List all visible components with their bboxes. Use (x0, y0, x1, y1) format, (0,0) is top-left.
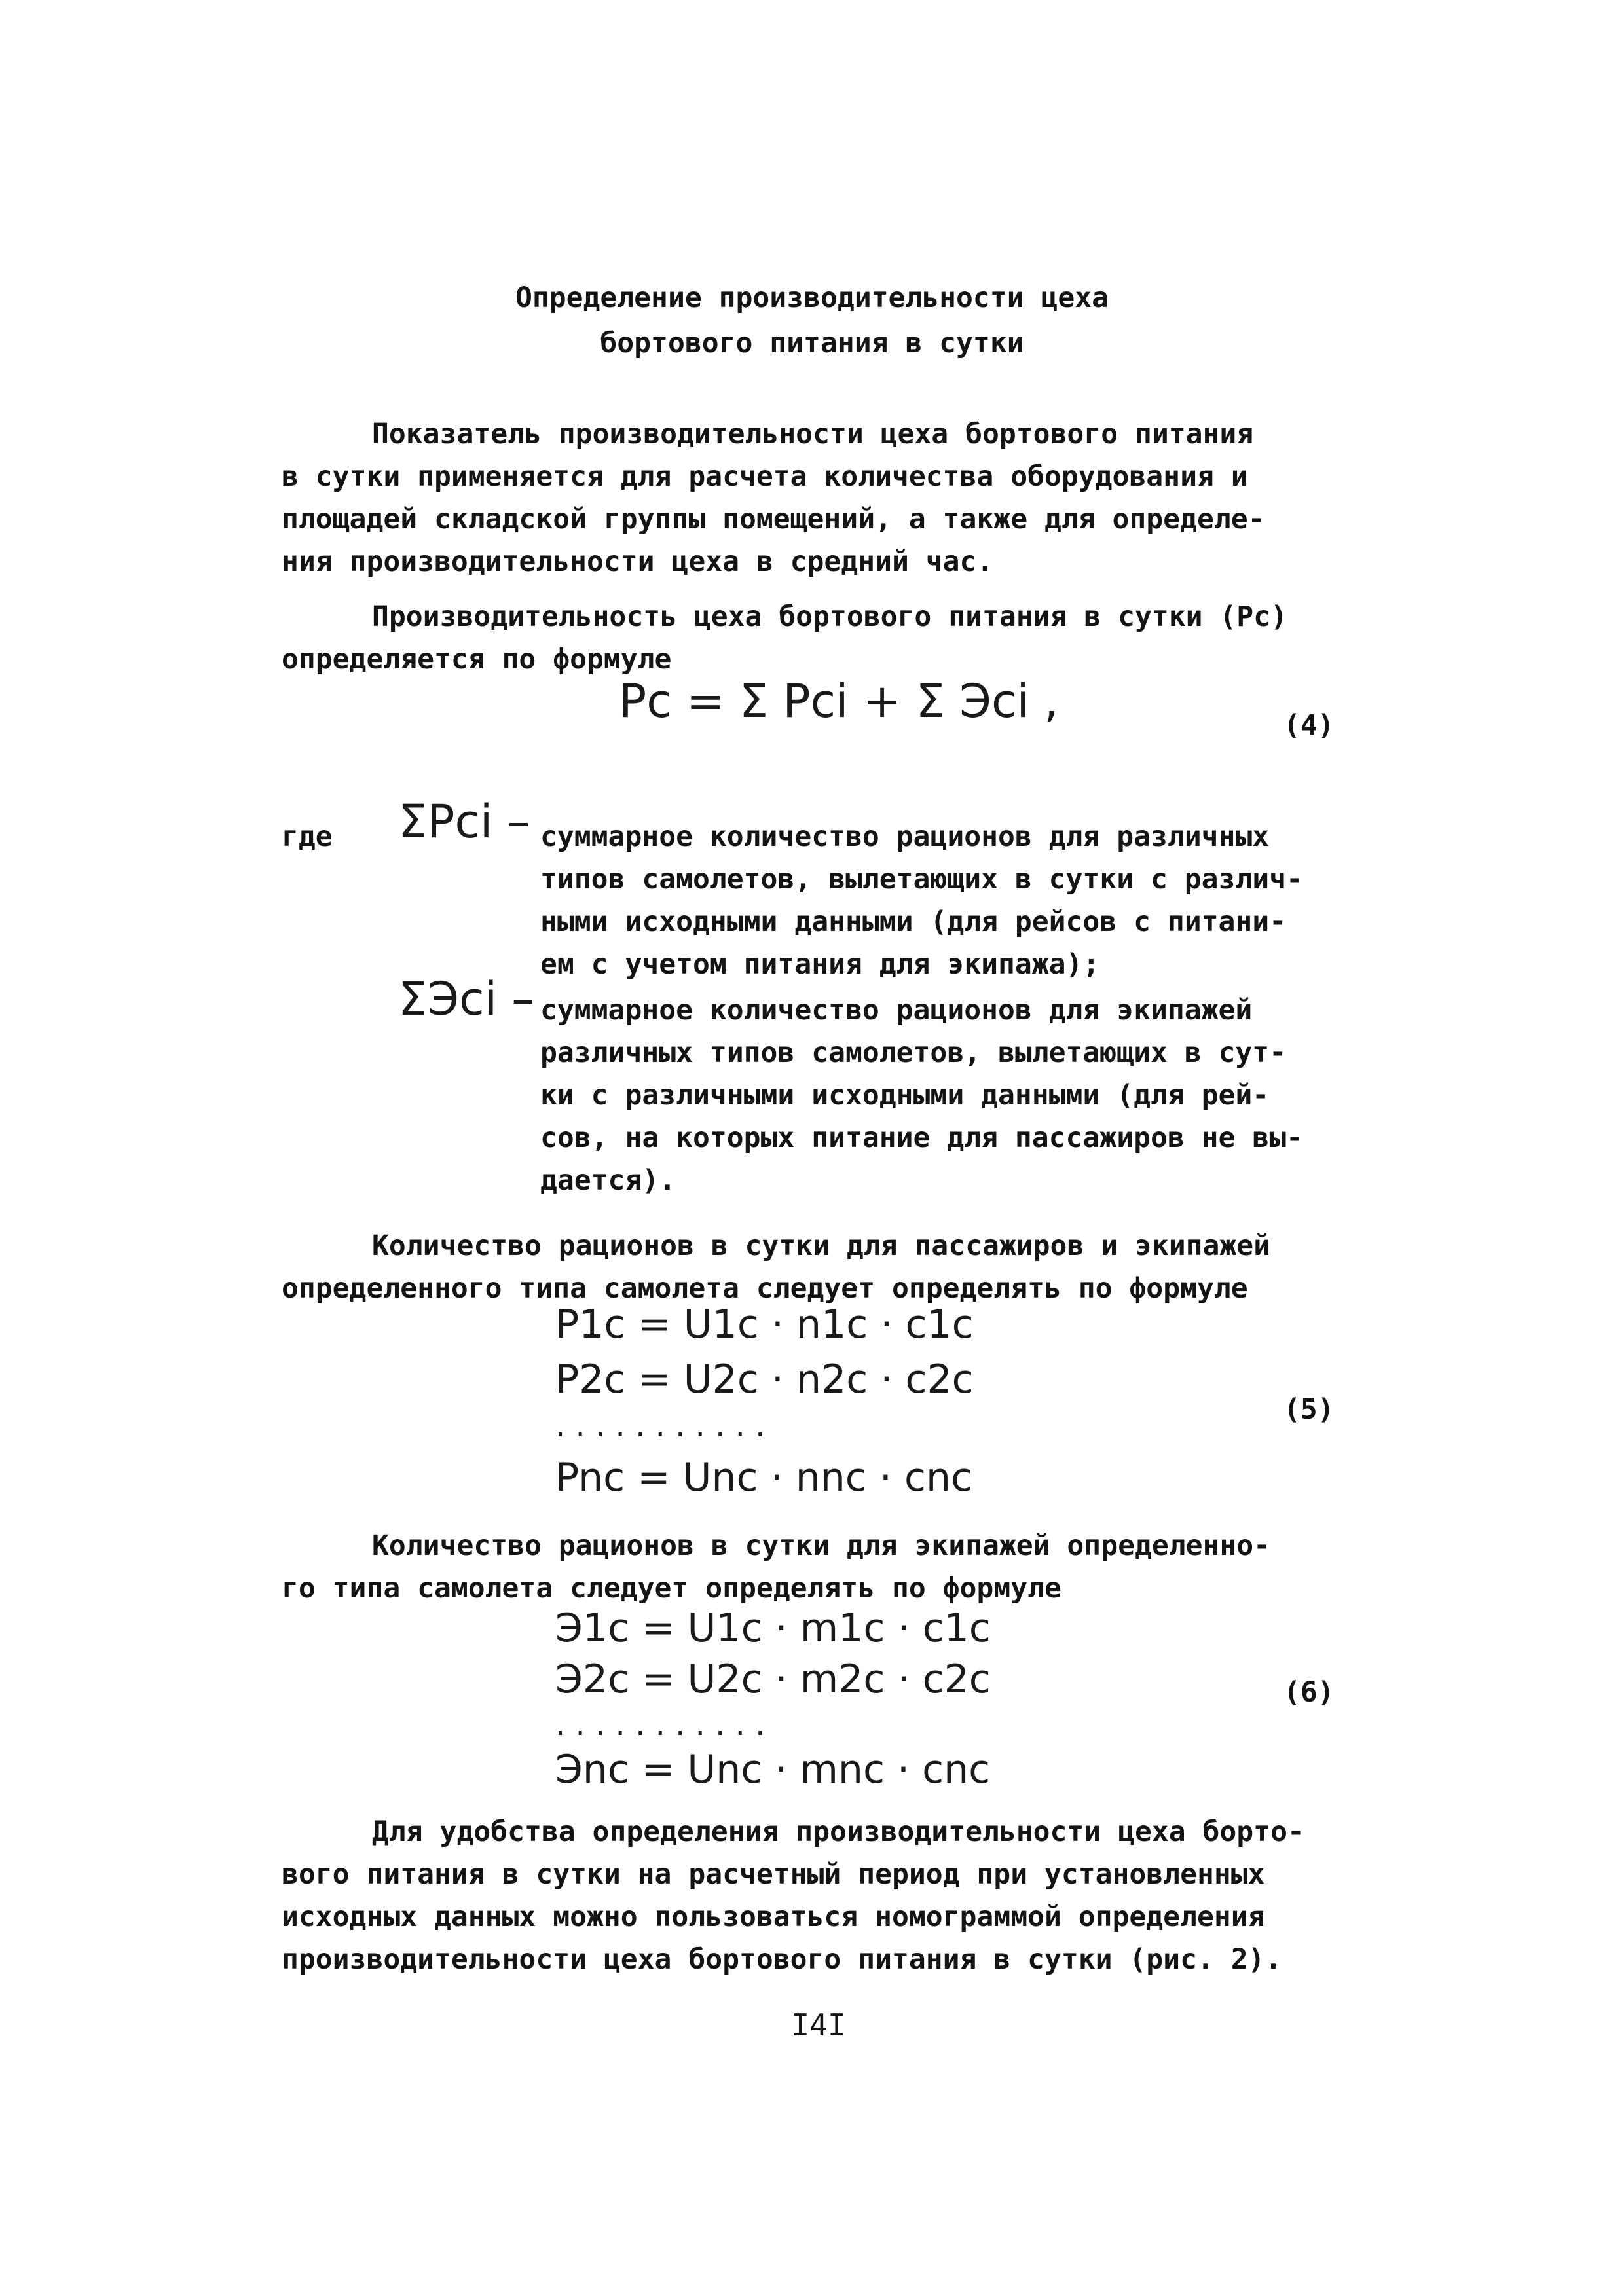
page-number: I4I (791, 2007, 846, 2043)
title-line-1: Определение производительности цеха (515, 282, 1109, 314)
para3-line-1: Количество рационов в сутки для пассажиров и экипажей (372, 1230, 1271, 1262)
para5-line-2: вого питания в сутки на расчетный период при установленных (282, 1858, 1265, 1891)
para5-line-4: производительности цеха бортового питания в сутки (рис. 2). (282, 1943, 1282, 1976)
def2-line-3: ки с различными исходными данными (для рей- (540, 1079, 1270, 1112)
formula-6-row-dots: . . . . . . . . . . . (555, 1706, 766, 1743)
title-line-2: бортового питания в сутки (600, 327, 1024, 359)
formula-6-number: (6) (1283, 1676, 1335, 1709)
formula-5-row-1: P1c = U1c · n1c · c1c (555, 1302, 974, 1347)
def2-line-1: суммарное количество рационов для экипажей (540, 994, 1253, 1027)
def1-symbol: ΣPci – (398, 795, 530, 848)
para3-line-2: определенного типа самолета следует определять по формуле (282, 1272, 1248, 1305)
formula-6-row-n: Эnc = Unc · mnc · cnc (555, 1747, 991, 1793)
def2-symbol: ΣЭci – (398, 972, 535, 1026)
para1-line-1: Показатель производительности цеха бортового питания (372, 418, 1254, 450)
def2-line-5: дается). (540, 1164, 676, 1197)
formula-4-expression: Pc = Σ Pci + Σ Эci , (619, 674, 1059, 728)
para2-line-1: Производительность цеха бортового питания в сутки (Pс) (372, 600, 1287, 633)
where-word: где (282, 820, 333, 853)
para1-line-3: площадей складской группы помещений, а также для определе- (282, 503, 1265, 536)
formula-6-row-1: Э1c = U1c · m1c · c1c (555, 1605, 991, 1651)
formula-4 (619, 674, 1058, 728)
para4-line-2: го типа самолета следует определять по формуле (282, 1572, 1061, 1605)
def1-line-4: ем с учетом питания для экипажа); (540, 948, 1100, 981)
def2-line-4: сов, на которых питание для пассажиров не вы- (540, 1121, 1303, 1154)
formula-4-number: (4) (1283, 709, 1335, 742)
para2-line-2: определяется по формуле (282, 643, 672, 676)
def2-line-2: различных типов самолетов, вылетающих в сут- (540, 1036, 1287, 1069)
formula-5-row-dots: . . . . . . . . . . . (555, 1408, 766, 1444)
para5-line-1: Для удобства определения производительности цеха борто- (372, 1815, 1304, 1848)
para4-line-1: Количество рационов в сутки для экипажей определенно- (372, 1529, 1271, 1562)
para1-line-4: ния производительности цеха в средний час. (282, 545, 994, 578)
para5-line-3: исходных данных можно пользоваться номограммой определения (282, 1901, 1265, 1933)
formula-5-number: (5) (1283, 1393, 1335, 1426)
formula-5-row-2: P2c = U2c · n2c · c2c (555, 1357, 974, 1402)
formula-6-row-2: Э2c = U2c · m2c · c2c (555, 1656, 991, 1702)
formula-5-row-n: Pnc = Unc · nnc · cnc (555, 1455, 972, 1501)
para1-line-2: в сутки применяется для расчета количества оборудования и (282, 460, 1248, 493)
def1-line-1: суммарное количество рационов для различных (540, 820, 1270, 853)
def1-line-2: типов самолетов, вылетающих в сутки с различ- (540, 863, 1303, 896)
def1-line-3: ными исходными данными (для рейсов с питани- (540, 905, 1287, 938)
